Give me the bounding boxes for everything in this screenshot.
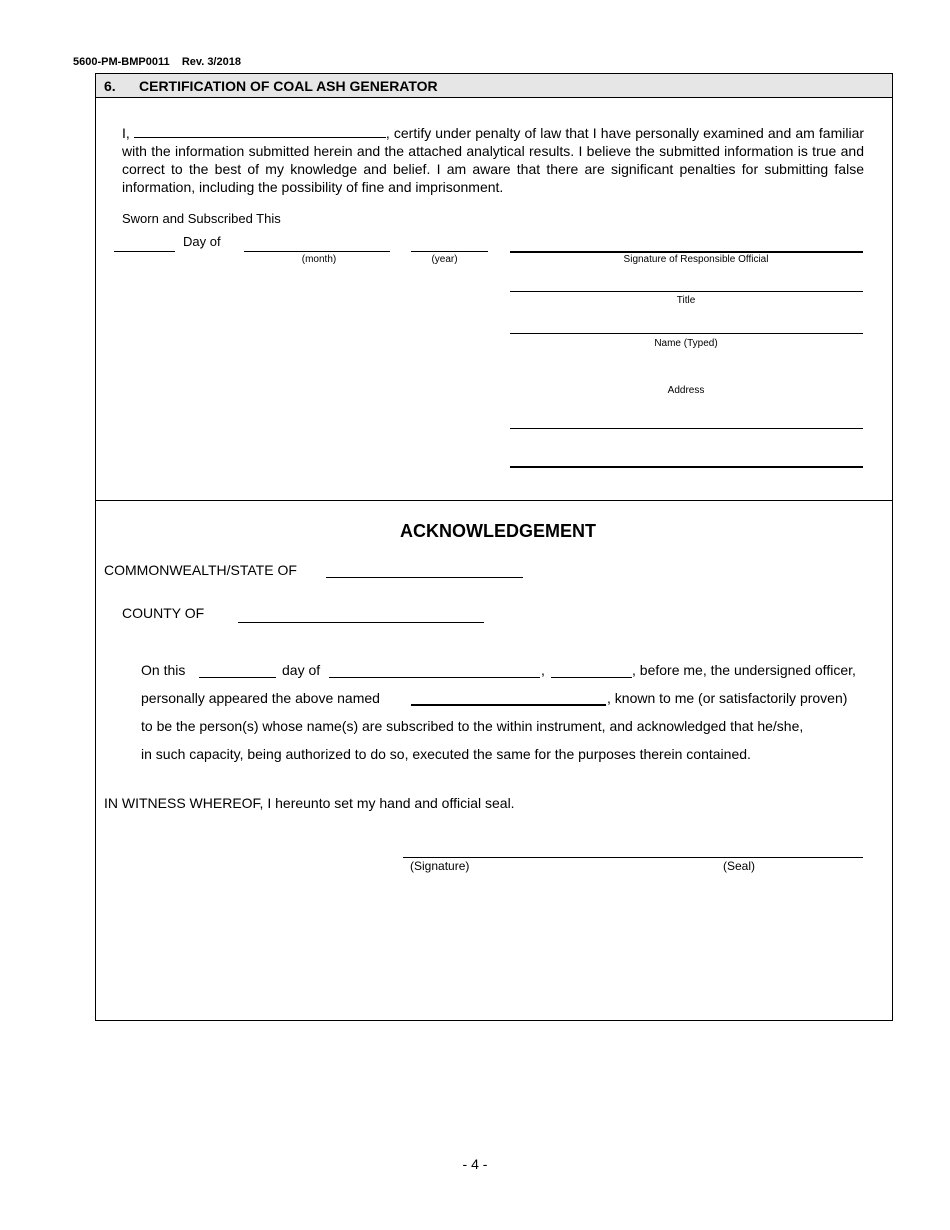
county-field[interactable] bbox=[238, 622, 484, 623]
witness-text: IN WITNESS WHEREOF, I hereunto set my hand and official seal. bbox=[104, 795, 515, 811]
appeared-name-field[interactable] bbox=[411, 704, 606, 706]
address-line-1-field[interactable] bbox=[510, 428, 863, 429]
seal-label: (Seal) bbox=[723, 859, 756, 873]
notary-signature-label: (Signature) bbox=[410, 859, 470, 873]
sworn-day-field[interactable] bbox=[114, 251, 175, 252]
title-label: Title bbox=[676, 295, 696, 306]
sworn-year-field[interactable] bbox=[411, 251, 488, 252]
known-to-me-text: , known to me (or satisfactorily proven) bbox=[607, 690, 848, 706]
ack-month-field[interactable] bbox=[329, 677, 540, 678]
ack-comma: , bbox=[541, 662, 545, 678]
form-code: 5600-PM-BMP0011 bbox=[73, 56, 170, 68]
name-typed-label: Name (Typed) bbox=[654, 338, 718, 349]
acknowledgement-title: ACKNOWLEDGEMENT bbox=[400, 521, 596, 541]
sworn-month-field[interactable] bbox=[244, 251, 390, 252]
certification-statement bbox=[122, 124, 864, 196]
official-title-field[interactable] bbox=[510, 291, 863, 292]
month-label: (month) bbox=[301, 254, 337, 265]
state-field[interactable] bbox=[326, 577, 523, 578]
county-label: COUNTY OF bbox=[122, 605, 205, 621]
notary-signature-field[interactable] bbox=[403, 857, 863, 858]
section-divider bbox=[96, 500, 892, 501]
official-signature-field[interactable] bbox=[510, 251, 863, 253]
state-label: COMMONWEALTH/STATE OF bbox=[104, 562, 297, 578]
statement-body: , certify under penalty of law that I have personally examined and am familiar with the information submitted herein and the attached analytical results. I believe the submitted information is true and correct to the best of my knowledge and belief. I am aware that there are significant penalties for submitting false information, including the possibility of fine and imprisonment. bbox=[122, 125, 865, 195]
subscribed-text: to be the person(s) whose name(s) are subscribed to the within instrument, and acknowledged that he/she, bbox=[141, 718, 804, 734]
ack-year-field[interactable] bbox=[551, 677, 632, 678]
signature-official-label: Signature of Responsible Official bbox=[623, 254, 769, 265]
official-name-field[interactable] bbox=[510, 333, 863, 334]
section-header bbox=[96, 74, 892, 98]
year-label: (year) bbox=[431, 254, 458, 265]
ack-day-field[interactable] bbox=[199, 677, 276, 678]
statement-prefix: I, bbox=[122, 125, 130, 141]
ack-day-of-label: day of bbox=[282, 662, 321, 678]
page-number: - 4 - bbox=[462, 1156, 488, 1172]
section-title: CERTIFICATION OF COAL ASH GENERATOR bbox=[139, 78, 438, 94]
on-this-label: On this bbox=[141, 662, 186, 678]
revision: Rev. 3/2018 bbox=[181, 56, 241, 68]
address-line-2-field[interactable] bbox=[510, 466, 863, 468]
address-label: Address bbox=[667, 385, 705, 396]
section-number: 6. bbox=[104, 78, 116, 94]
sworn-label: Sworn and Subscribed This bbox=[122, 211, 281, 226]
day-of-label: Day of bbox=[183, 234, 221, 249]
appeared-text: personally appeared the above named bbox=[141, 690, 380, 706]
before-me-text: , before me, the undersigned officer, bbox=[632, 662, 856, 678]
capacity-text: in such capacity, being authorized to do so, executed the same for the purposes therein contained. bbox=[141, 746, 751, 762]
certifier-name-field[interactable] bbox=[134, 124, 386, 138]
form-code-line bbox=[73, 56, 241, 68]
